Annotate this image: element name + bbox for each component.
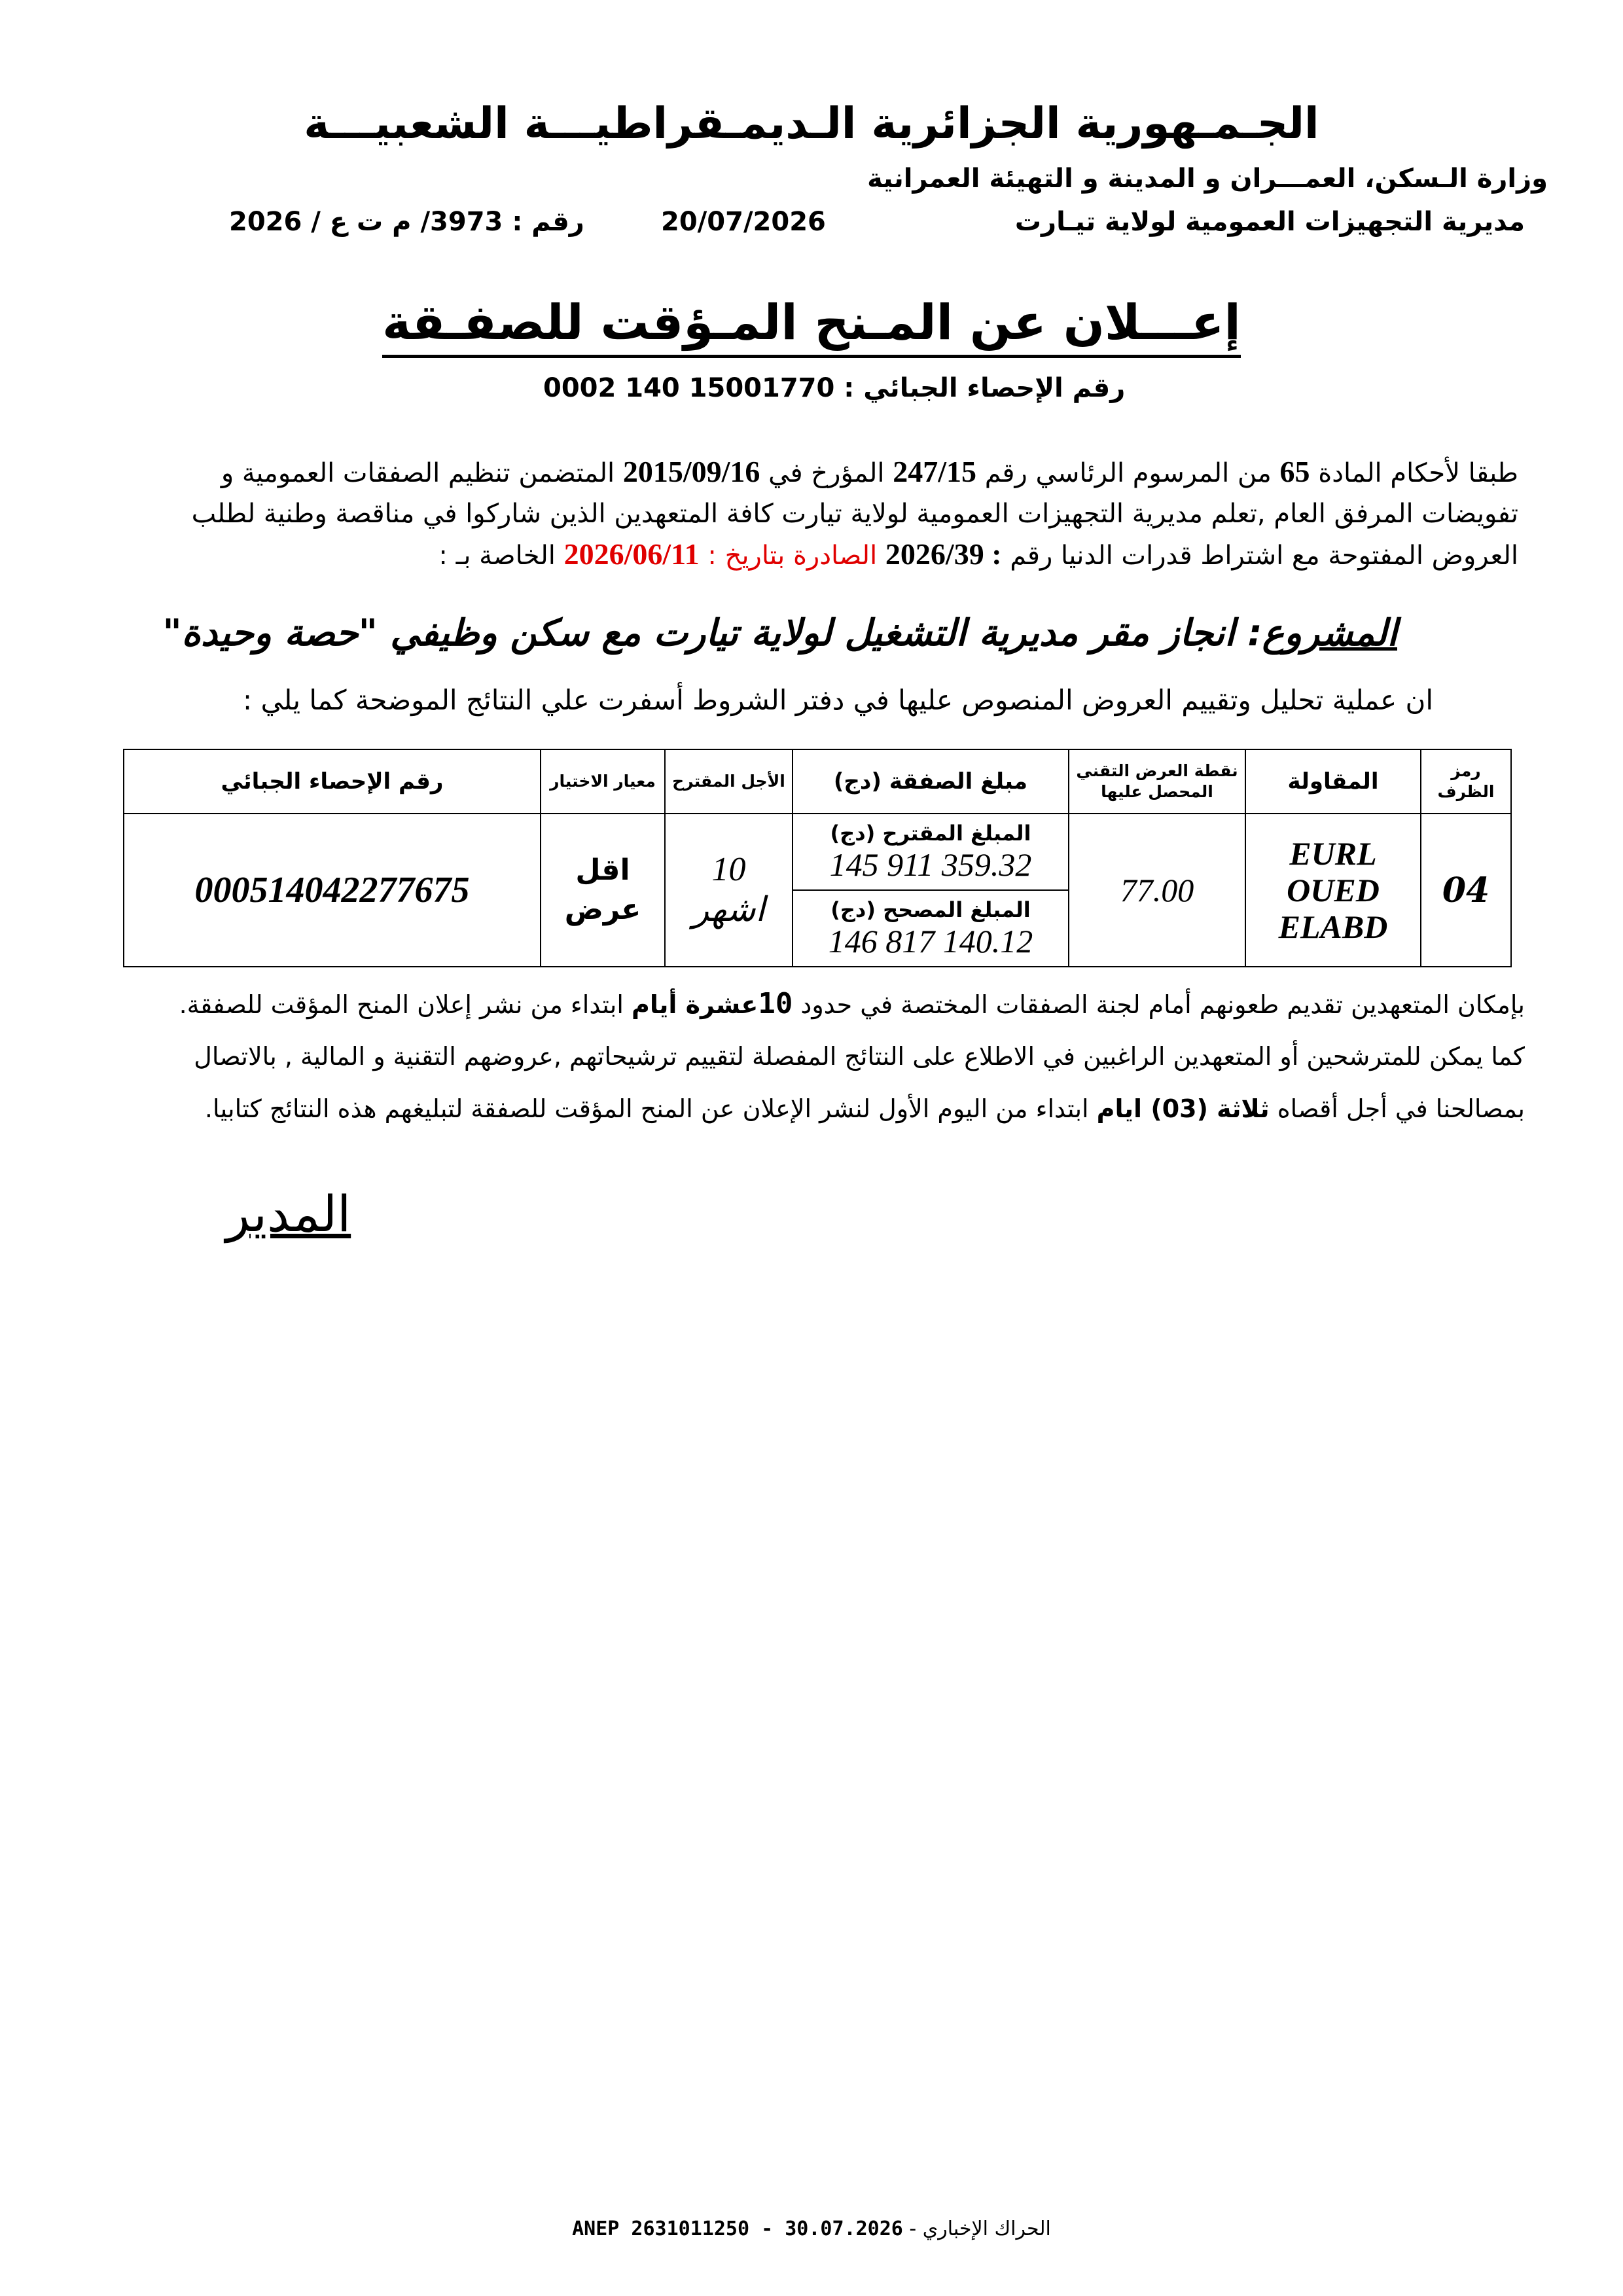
director-signature: المدير: [226, 1185, 351, 1243]
technical-score: 77.00: [1069, 814, 1245, 967]
results-table: [123, 749, 1512, 967]
tax-id: 000514042277675: [124, 814, 541, 967]
table-row: [124, 814, 1511, 967]
tax-stat-label: رقم الإحصاء الجبائي :: [844, 373, 1126, 403]
republic-title: الجـمـهورية الجزائرية الـديمـقراطيـــة الشعبيـــة: [304, 98, 1319, 149]
envelope-code: 04: [1421, 814, 1511, 967]
project-text: : انجاز مقر مديرية التشغيل لولاية تيارت مع سكن وظيفي "حصة وحيدة": [162, 612, 1262, 655]
header-criterion: معيار الاختيار: [541, 749, 665, 814]
document-date: 20/07/2026: [661, 207, 826, 237]
directorate-name: مديرية التجهيزات العمومية لولاية تيـارت: [1014, 207, 1525, 237]
announcement-title: إعـــلان عن المـنح المـؤقت للصفـقة: [0, 295, 1623, 351]
analysis-sentence: ان عملية تحليل وتقييم العروض المنصوص عليها في دفتر الشروط أسفرت علي النتائج الموضحة كما يلي :: [242, 684, 1433, 716]
amount-cell: [793, 814, 1069, 967]
consult-notice-line1: كما يمكن للمترشحين أو المتعهدين الراغبين في الاطلاع على النتائج المفصلة لتقييم ترشيحاتهم ,عروضهم التقنية و المالية , بالاتصال: [194, 1042, 1525, 1071]
selection-criterion: اقل عرض: [541, 814, 665, 967]
appeal-notice: بإمكان المتعهدين تقديم طعونهم أمام لجنة الصفقات المختصة في حدود 10عشرة أيام ابتداء من نشر إعلان المنح المؤقت للصفقة.: [179, 987, 1525, 1020]
header-code: رمز الظرف: [1421, 749, 1511, 814]
decree-number: 247/15: [893, 455, 977, 488]
corrected-amount: المبلغ المصحح (دج) 146 817 140.12: [793, 889, 1068, 966]
tax-stat-value: 0002 140 15001770: [543, 373, 835, 403]
tax-stat-line: [543, 373, 1125, 403]
intro-paragraph: طبقا لأحكام المادة 65 من المرسوم الرئاسي رقم 247/15 المؤرخ في 2015/09/16 المتضمن تنظيم الصفقات العمومية و تفويضات المرفق العام ,تعلم مديرية التجهيزات العمومية لولاية تيارت كافة المتعهدين الذين شاركوا في مناقصة وطنية لطلب العروض المفتوحة مع اشتراط قدرات الدنيا رقم : 2026/39 الصادرة بتاريخ : 2026/06/11 الخاصة بـ :: [191, 455, 1518, 571]
tender-number: : 2026/39: [885, 537, 1002, 571]
header-company: المقاولة: [1245, 749, 1421, 814]
proposed-deadline: 10 اشهر: [665, 814, 793, 967]
issued-date: 2026/06/11: [563, 537, 700, 571]
publication-footer: ANEP 2631011250 - 30.07.2026 - الحراك الإخباري: [572, 2217, 1051, 2240]
project-label: المشروع: [1262, 612, 1397, 655]
reference-label: رقم :: [512, 207, 584, 237]
article-number: 65: [1279, 455, 1310, 488]
reference-number: [229, 207, 584, 237]
footer-source: الحراك الإخباري: [922, 2217, 1051, 2240]
anep-number: ANEP 2631011250 - 30.07.2026: [572, 2217, 903, 2240]
header-taxid: رقم الإحصاء الجبائي: [124, 749, 541, 814]
ministry-name: وزارة الـسكن، العمـــران و المدينة و التهيئة العمرانية: [867, 164, 1548, 194]
reference-suffix: م ت ع /: [311, 207, 412, 237]
reference-year: 2026: [229, 207, 302, 237]
issued-label: الصادرة بتاريخ :: [707, 541, 878, 571]
decree-date: 2015/09/16: [622, 455, 760, 488]
proposed-amount: المبلغ المقترح (دج) 145 911 359.32: [829, 820, 1032, 883]
table-header-row: [124, 749, 1511, 814]
consult-notice-line2: بمصالحنا في أجل أقصاه ثلاثة (03) ايام ابتداء من اليوم الأول لنشر الإعلان عن المنح المؤقت للصفقة لتبليغهم هذه النتائج كتابيا.: [204, 1094, 1525, 1123]
header-amount: مبلغ الصفقة (دج): [793, 749, 1069, 814]
company-name: EURL OUED ELABD: [1245, 814, 1421, 967]
header-score: نقطة العرض التقني المحصل عليها: [1069, 749, 1245, 814]
project-line: [162, 612, 1397, 655]
reference-value: 3973/: [420, 207, 503, 237]
header-deadline: الأجل المقترح: [665, 749, 793, 814]
